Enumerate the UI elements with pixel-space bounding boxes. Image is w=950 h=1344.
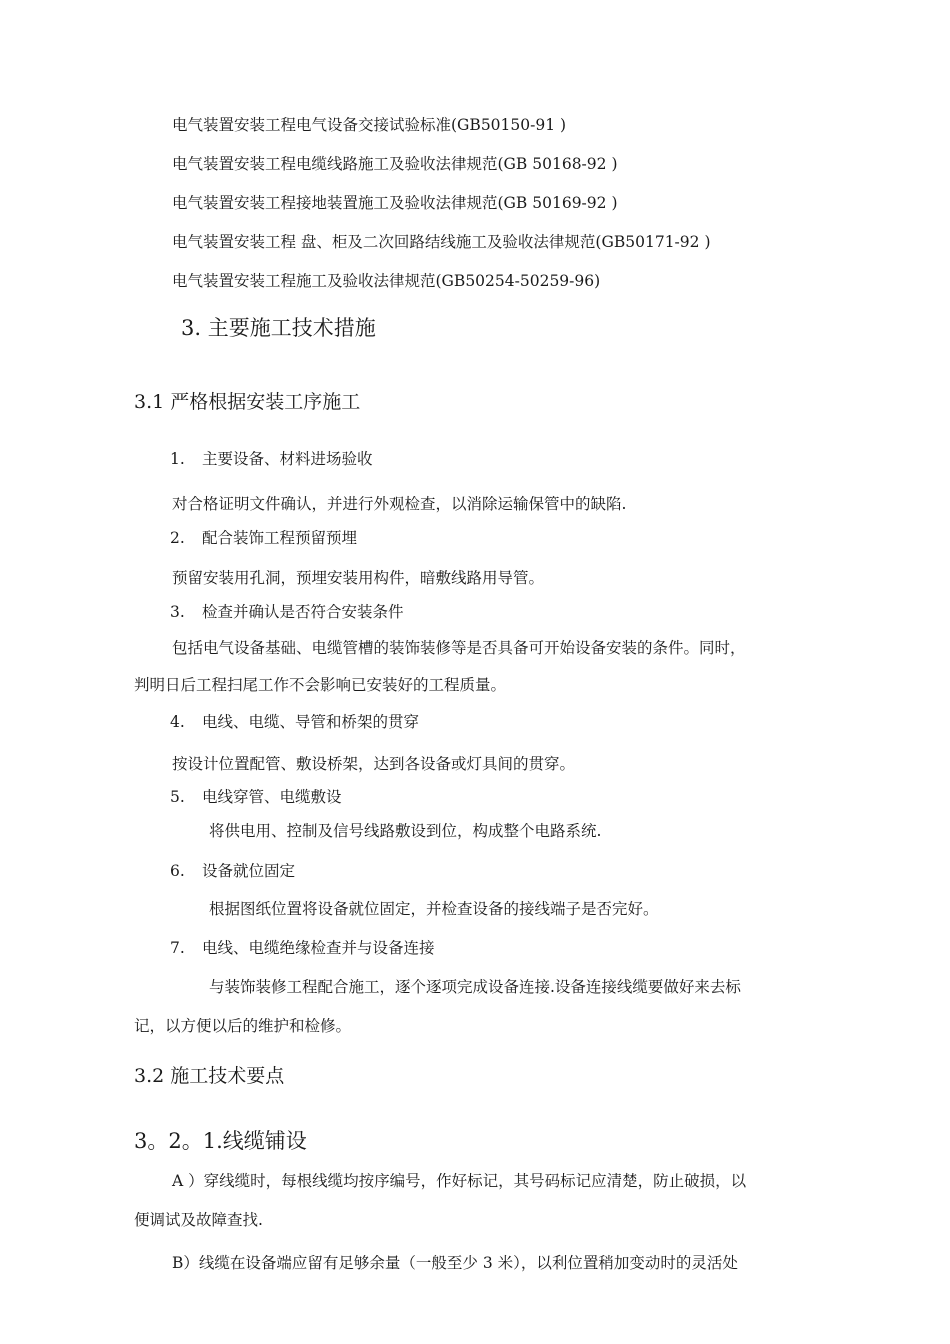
item-a-line-1: A ）穿线缆时，每根线缆均按序编号，作好标记，其号码标记应清楚，防止破损，以 [172,1172,747,1190]
step-1-heading [170,449,373,469]
step-3-body-line-1: 包括电气设备基础、电缆管槽的装饰装修等是否具备可开始设备安装的条件。同时， [172,639,746,657]
step-7-body-line-2: 记，以方便以后的维护和检修。 [134,1017,352,1035]
item-a-line-2: 便调试及故障查找. [134,1211,263,1229]
step-5-number: 5. [170,788,185,806]
step-6-number: 6. [170,862,185,880]
step-4-title: 电线、电缆、导管和桥架的贯穿 [202,713,420,731]
standard-line-4: 电气装置安装工程 盘、柜及二次回路结线施工及验收法律规范(GB50171-92 ) [172,233,711,251]
step-1-body: 对合格证明文件确认，并进行外观检查，以消除运输保管中的缺陷. [172,495,627,513]
standard-line-1: 电气装置安装工程电气设备交接试验标准(GB50150-91 ) [172,116,567,134]
section-3-1-heading: 3.1 严格根据安装工序施工 [134,391,361,413]
step-7-title: 电线、电缆绝缘检查并与设备连接 [202,939,435,957]
step-4-body: 按设计位置配管、敷设桥架，达到各设备或灯具间的贯穿。 [172,755,576,773]
item-b-line-1: B）线缆在设备端应留有足够余量（一般至少 3 米），以利位置稍加变动时的灵活处 [172,1254,738,1272]
step-3-body-line-2: 判明日后工程扫尾工作不会影响已安装好的工程质量。 [134,676,507,694]
step-5-heading [170,787,342,807]
step-2-number: 2. [170,529,185,547]
step-5-body: 将供电用、控制及信号线路敷设到位，构成整个电路系统. [209,822,602,840]
step-3-number: 3. [170,603,185,621]
step-6-body: 根据图纸位置将设备就位固定，并检查设备的接线端子是否完好。 [209,900,659,918]
step-3-title: 检查并确认是否符合安装条件 [202,603,404,621]
step-1-title: 主要设备、材料进场验收 [202,450,373,468]
step-4-number: 4. [170,713,185,731]
step-6-title: 设备就位固定 [202,862,296,880]
section-3-2-heading: 3.2 施工技术要点 [134,1065,285,1087]
section-3-heading: 3. 主要施工技术措施 [181,316,376,340]
step-7-heading [170,938,435,958]
section-3-2-1-heading: 3。2。1.线缆铺设 [134,1129,307,1153]
step-2-title: 配合装饰工程预留预埋 [202,529,358,547]
step-7-body-line-1: 与装饰装修工程配合施工，逐个逐项完成设备连接.设备连接线缆要做好来去标 [209,978,741,996]
standard-line-3: 电气装置安装工程接地装置施工及验收法律规范(GB 50169-92 ) [172,194,618,212]
step-3-heading [170,602,404,622]
step-6-heading [170,861,295,881]
step-1-number: 1. [170,450,185,468]
standard-line-2: 电气装置安装工程电缆线路施工及验收法律规范(GB 50168-92 ) [172,155,618,173]
step-5-title: 电线穿管、电缆敷设 [202,788,342,806]
step-7-number: 7. [170,939,185,957]
standard-line-5: 电气装置安装工程施工及验收法律规范(GB50254-50259-96) [172,272,601,290]
step-2-body: 预留安装用孔洞，预埋安装用构件，暗敷线路用导管。 [172,569,545,587]
step-2-heading [170,528,357,548]
step-4-heading [170,712,419,732]
